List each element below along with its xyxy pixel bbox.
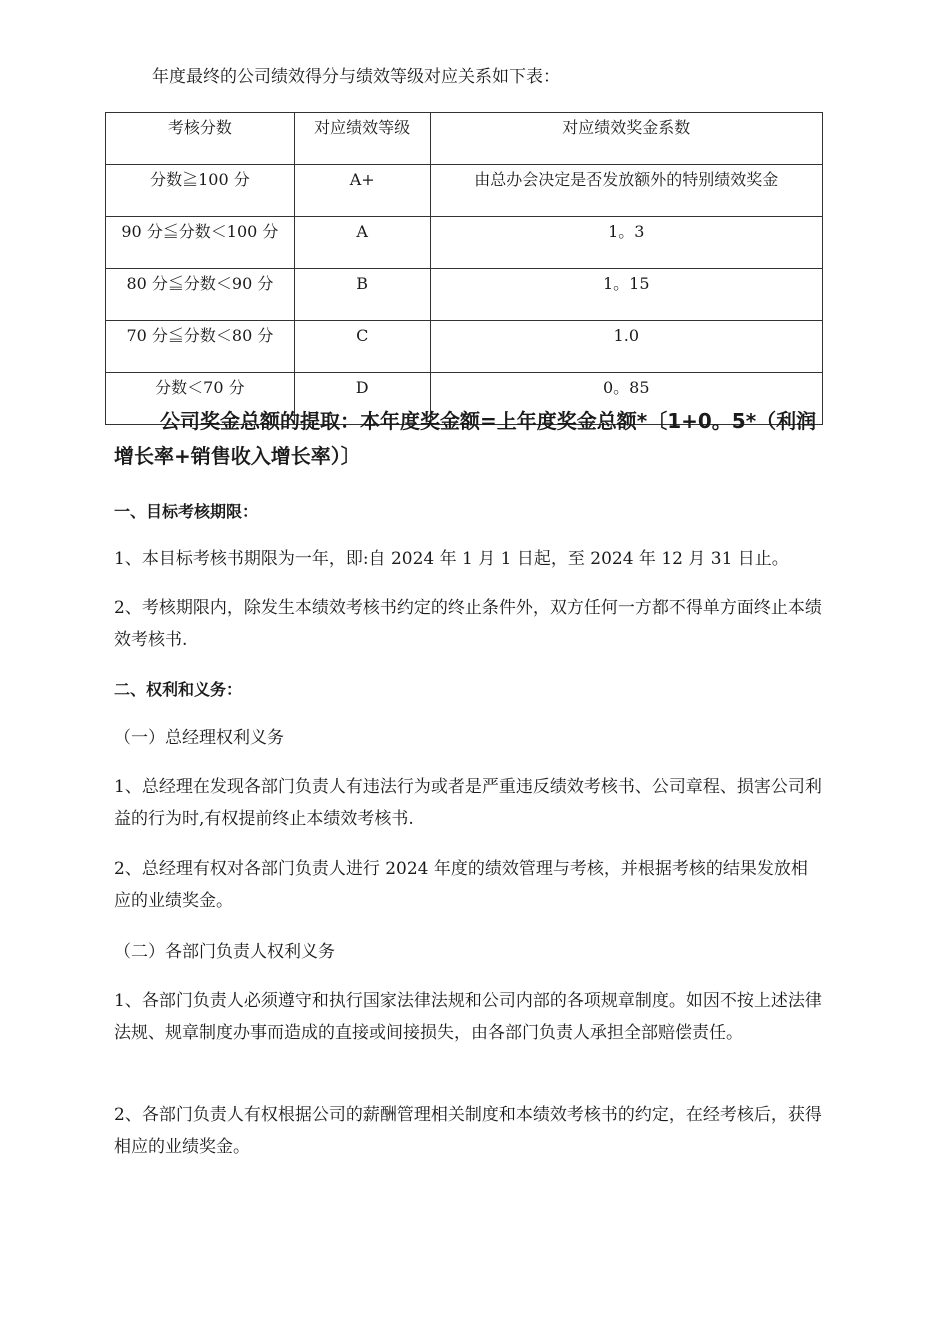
paragraph-term-1: 1、本目标考核书期限为一年，即:自 2024 年 1 月 1 日起，至 2024 年 12 月 31 日止。 <box>114 549 789 569</box>
paragraph-gm-2: 2、总经理有权对各部门负责人进行 2024 年度的绩效管理与考核，并根据考核的结果发放相应的业绩奖金。 <box>114 859 808 911</box>
header-coefficient: 对应绩效奖金系数 <box>430 113 822 165</box>
section-heading-term: 一、目标考核期限： <box>114 502 259 521</box>
header-grade: 对应绩效等级 <box>294 113 430 165</box>
cell-score: 90 分≦分数＜100 分 <box>106 217 295 269</box>
subheading-dept: （二）各部门负责人权利义务 <box>114 942 335 962</box>
cell-grade: A <box>294 217 430 269</box>
cell-coefficient: 1。15 <box>430 269 822 321</box>
bonus-formula: 公司奖金总额的提取：本年度奖金额=上年度奖金总额*〔1+0。5*（利润增长率+销售收入增长率）〕 <box>114 409 817 468</box>
grade-table <box>105 112 823 425</box>
subheading-gm: （一）总经理权利义务 <box>114 728 284 748</box>
table-row <box>106 217 823 269</box>
intro-text: 年度最终的公司绩效得分与绩效等级对应关系如下表： <box>152 67 560 87</box>
table-row <box>106 165 823 217</box>
cell-grade: D <box>294 373 430 425</box>
paragraph-dept-2: 2、各部门负责人有权根据公司的薪酬管理相关制度和本绩效考核书的约定，在经考核后，获得相应的业绩奖金。 <box>114 1105 822 1157</box>
cell-score: 分数≧100 分 <box>106 165 295 217</box>
cell-score: 80 分≦分数＜90 分 <box>106 269 295 321</box>
cell-coefficient: 由总办会决定是否发放额外的特别绩效奖金 <box>430 165 822 217</box>
cell-grade: A+ <box>294 165 430 217</box>
cell-score: 70 分≦分数＜80 分 <box>106 321 295 373</box>
cell-coefficient: 0。85 <box>430 373 822 425</box>
paragraph-term-2: 2、考核期限内，除发生本绩效考核书约定的终止条件外，双方任何一方都不得单方面终止本绩效考核书. <box>114 598 822 650</box>
section-heading-rights: 二、权利和义务： <box>114 680 243 699</box>
cell-grade: C <box>294 321 430 373</box>
table-row <box>106 321 823 373</box>
cell-score: 分数＜70 分 <box>106 373 295 425</box>
table-header-row <box>106 113 823 165</box>
table-row <box>106 269 823 321</box>
cell-coefficient: 1。3 <box>430 217 822 269</box>
paragraph-gm-1: 1、总经理在发现各部门负责人有违法行为或者是严重违反绩效考核书、公司章程、损害公司利益的行为时,有权提前终止本绩效考核书. <box>114 777 822 829</box>
cell-grade: B <box>294 269 430 321</box>
cell-coefficient: 1.0 <box>430 321 822 373</box>
paragraph-dept-1: 1、各部门负责人必须遵守和执行国家法律法规和公司内部的各项规章制度。如因不按上述法律法规、规章制度办事而造成的直接或间接损失，由各部门负责人承担全部赔偿责任。 <box>114 991 822 1043</box>
header-score: 考核分数 <box>106 113 295 165</box>
